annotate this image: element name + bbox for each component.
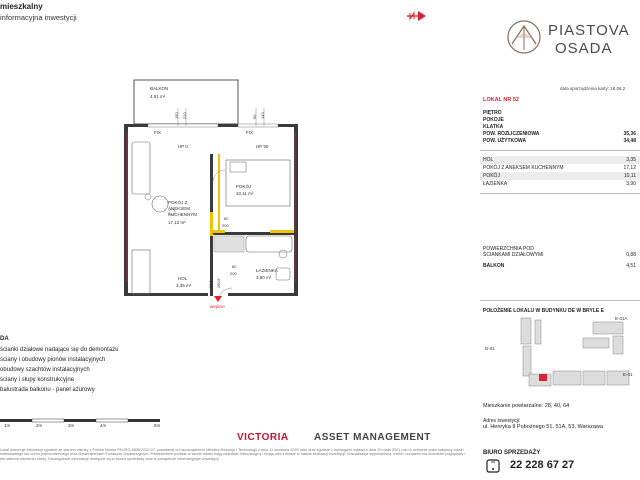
plan-aneks-label-1: POKÓJ Z — [168, 200, 188, 205]
brand-name-line1: PIASTOVA — [548, 22, 630, 39]
summary-label-rooms: POKOJE — [483, 117, 504, 123]
plan-aneks-label-2: ANEKSEM — [168, 206, 191, 211]
date-text: data sporządzenia karty: 18.06.2 — [560, 86, 626, 91]
plan-dim-80b: 80 — [232, 264, 237, 269]
plan-dim-908: 90,8 — [209, 280, 213, 288]
plan-hol-label: HOL — [178, 276, 188, 281]
scale-label-4: 4m — [100, 423, 107, 428]
plan-aneks-label-3: KUCHENNYM — [168, 212, 198, 217]
site-label-d01: D-01 — [485, 346, 495, 351]
plan-dim-220: 220 — [182, 112, 187, 119]
entrance-arrow-icon — [214, 296, 222, 302]
header-subtitle: informacyjna inwestycji — [0, 13, 77, 22]
scale-bar — [0, 418, 170, 424]
divider — [480, 193, 640, 194]
plan-dim-200a: 200 — [222, 223, 229, 228]
adres-label: Adres inwestycji: — [483, 418, 521, 424]
adres-text: ul. Henryka II Pobożnego 51, 51A, 53, Warszawa — [483, 424, 603, 430]
divider — [480, 300, 640, 301]
pod-label-1: POWIERZCHNIA POD — [483, 246, 534, 252]
room-row-bg — [480, 156, 640, 164]
room-value-pokoj-aneks: 17,12 — [623, 165, 636, 171]
plan-hp90: HP 90 — [256, 144, 269, 149]
room-value-hol: 3,35 — [626, 157, 636, 163]
site-label-e01: E-01 — [623, 372, 633, 377]
lokal-number: LOKAL NR 52 — [483, 97, 519, 103]
scale-label-3: 3m — [68, 423, 75, 428]
floor-plan — [118, 72, 318, 304]
plan-balkon-area: 4,51 m² — [150, 94, 166, 99]
plan-hol-area: 3,35 m² — [176, 283, 192, 288]
plan-fix-2: FIX — [246, 130, 254, 135]
plan-lazienka-label: ŁAZIENKA — [256, 268, 278, 273]
plan-aneks-area: 17,12 m² — [168, 220, 186, 225]
scale-label-1: 1m — [4, 423, 11, 428]
north-arrow-icon — [404, 8, 428, 22]
room-value-lazienka: 3,90 — [626, 181, 636, 187]
plan-pokoj-area: 10,11 m² — [236, 191, 254, 196]
room-row-bg — [480, 172, 640, 180]
entrance-label: wejście — [210, 304, 225, 309]
summary-label-pow-uzyt: POW. UŻYTKOWA — [483, 138, 527, 144]
plan-dim-90a: 90 — [252, 114, 257, 119]
room-label-pokoj-aneks: POKÓJ Z ANEKSEM KUCHENNYM — [483, 165, 564, 171]
summary-label-pow-rozl: POW. ROZLICZENIOWA — [483, 131, 540, 137]
summary-value-pow-uzyt: 34,48 — [623, 138, 636, 144]
phone-number[interactable]: 22 228 67 27 — [510, 459, 575, 471]
pod-value: 0,88 — [626, 252, 636, 258]
legend-title: DA — [0, 336, 9, 342]
plan-fix-1: FIX — [154, 130, 162, 135]
footer-disclaimer: Lokal dokonuje informacji zgodnie ze stanem wiedzy z Polska Norma PN-ISO-9836:2022-07, powołanej w rozporządzeniu Ministra Rozwoju i Technologii z dnia 11 września 2020 roku oraz zgodnie z wymogami ustawy z dnia 20 maja 2021 roku o ochronie praw nabywcy lokalu mieszkalnego lub domu jednorodzinnego oraz Deweloperskim Funduszu Gwarancyjnym. Powierzchnie podane w karcie lokalu mają charakter informacyjny i mogą ulec zmianie w trakcie realizacji inwestycji. Wizualizacja wyposażenia, mebli i urządzeń ma charakter poglądowy i nie stanowi elementu oferty. Szczegółowe informacje dostępne są w biurze sprzedaży oraz w prospekcie informacyjnym inwestycji. — [0, 448, 466, 461]
divider — [480, 150, 640, 151]
room-label-lazienka: ŁAZIENKA — [483, 181, 508, 187]
legend-item-3: obudowy szachtów instalacyjnych — [0, 367, 90, 373]
biuro-label: BIURO SPRZEDAŻY — [483, 450, 541, 456]
phone-icon — [483, 458, 505, 474]
pod-label-2: ŚCIANKAMI DZIAŁOWYMI — [483, 252, 544, 258]
summary-label-floor: PIĘTRO — [483, 110, 502, 116]
plan-dim-143: 143 — [260, 112, 265, 119]
header-title: mieszkalny — [0, 2, 43, 11]
summary-label-stair: KLATKA — [483, 124, 504, 130]
summary-value-pow-rozl: 35,36 — [623, 131, 636, 137]
victoria-brand: VICTORIA — [237, 432, 289, 443]
mieszkanie-powtarzalne: Mieszkanie powtarzalne: 28, 40, 64 — [483, 403, 570, 409]
plan-dim-80a: 80 — [224, 216, 229, 221]
location-title: POŁOŻENIE LOKALU W BUDYNKU DE W BRYLE E — [483, 308, 604, 314]
site-plan — [483, 316, 639, 398]
legend-item-2: ściany i obudowy pionów instalacyjnych — [0, 357, 106, 363]
scale-label-5: 5m — [154, 423, 161, 428]
room-value-pokoj: 10,11 — [623, 173, 636, 179]
plan-lazienka-area: 3,90 m² — [256, 275, 272, 280]
legend-item-4: ściany i słupy konstrukcyjne — [0, 377, 75, 383]
balkon-label: BALKON — [483, 263, 505, 269]
victoria-subtitle: ASSET MANAGEMENT — [314, 432, 431, 443]
plan-dim-150: 150 — [174, 112, 179, 119]
brand-name-line2: OSADA — [555, 40, 613, 57]
plan-dim-200b: 200 — [230, 271, 237, 276]
legend-item-1: ścianki działowe nadające się do demontażu — [0, 347, 119, 353]
plan-dim-2008: 200,8 — [217, 278, 221, 288]
plan-hp0: HP 0 — [178, 144, 188, 149]
site-label-e01a: E-01A — [615, 316, 628, 321]
plan-pokoj-label: POKÓJ — [236, 184, 252, 189]
legend-item-5: balustrada balkonu - panel ażurowy — [0, 387, 95, 393]
room-label-hol: HOL — [483, 157, 494, 163]
balkon-value: 4,51 — [626, 263, 636, 269]
room-label-pokoj: POKÓJ — [483, 173, 500, 179]
scale-label-2: 2m — [36, 423, 43, 428]
plan-balkon-label: BALKON — [150, 86, 169, 91]
